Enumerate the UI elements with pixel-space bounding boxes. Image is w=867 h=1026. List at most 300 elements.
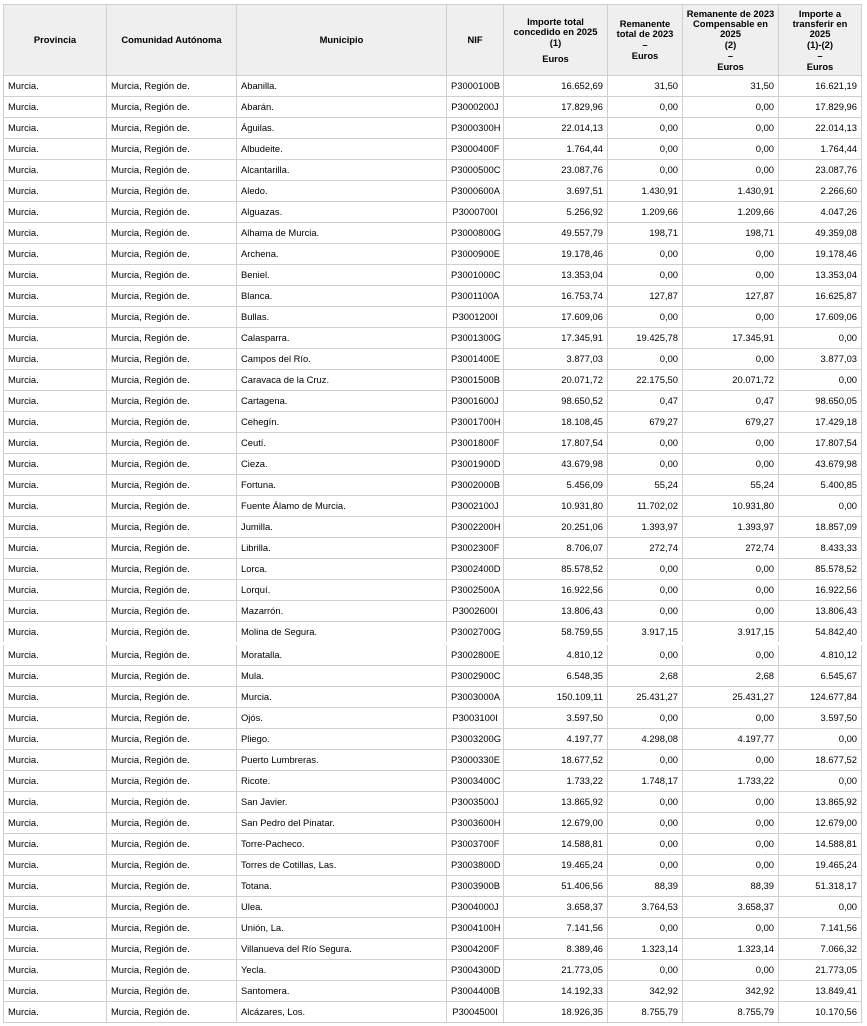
remanente-compensable-cell: 0,00 xyxy=(683,265,779,286)
table-row xyxy=(4,876,862,897)
nif-cell: P3000600A xyxy=(447,181,504,202)
remanente-compensable-cell: 0,00 xyxy=(683,792,779,813)
provincia-cell: Murcia. xyxy=(4,960,107,981)
comunidad-cell: Murcia, Región de. xyxy=(107,644,237,666)
table-row xyxy=(4,897,862,918)
nif-cell: P3001100A xyxy=(447,286,504,307)
header-remanente-compensable-title: Remanente de 2023 Compensable en 2025 xyxy=(686,7,775,39)
municipio-cell: Villanueva del Río Segura. xyxy=(237,939,447,960)
table-row xyxy=(4,855,862,876)
importe-transferir-cell: 17.609,06 xyxy=(779,307,862,328)
importe-transferir-cell: 19.178,46 xyxy=(779,244,862,265)
provincia-cell: Murcia. xyxy=(4,286,107,307)
provincia-cell: Murcia. xyxy=(4,454,107,475)
table-row xyxy=(4,391,862,412)
municipio-cell: Bullas. xyxy=(237,307,447,328)
municipio-cell: Cieza. xyxy=(237,454,447,475)
remanente-compensable-cell: 31,50 xyxy=(683,76,779,97)
comunidad-cell: Murcia, Región de. xyxy=(107,244,237,265)
importe-total-cell: 8.389,46 xyxy=(504,939,608,960)
nif-cell: P3003000A xyxy=(447,687,504,708)
remanente-total-cell: 198,71 xyxy=(608,223,683,244)
provincia-cell: Murcia. xyxy=(4,559,107,580)
comunidad-cell: Murcia, Región de. xyxy=(107,918,237,939)
table-row xyxy=(4,708,862,729)
remanente-total-cell: 0,00 xyxy=(608,433,683,454)
nif-cell: P3002700G xyxy=(447,622,504,644)
remanente-compensable-cell: 0,00 xyxy=(683,454,779,475)
table-row xyxy=(4,792,862,813)
header-importe-total-unit: Euros xyxy=(542,52,569,64)
provincia-cell: Murcia. xyxy=(4,813,107,834)
municipio-cell: Unión, La. xyxy=(237,918,447,939)
provincia-cell: Murcia. xyxy=(4,834,107,855)
comunidad-cell: Murcia, Región de. xyxy=(107,223,237,244)
municipio-cell: Mazarrón. xyxy=(237,601,447,622)
comunidad-cell: Murcia, Región de. xyxy=(107,771,237,792)
provincia-cell: Murcia. xyxy=(4,855,107,876)
remanente-total-cell: 0,00 xyxy=(608,160,683,181)
nif-cell: P3000800G xyxy=(447,223,504,244)
importe-total-cell: 5.256,92 xyxy=(504,202,608,223)
municipio-cell: Abarán. xyxy=(237,97,447,118)
nif-cell: P3000200J xyxy=(447,97,504,118)
municipio-cell: San Javier. xyxy=(237,792,447,813)
header-comunidad: Comunidad Autónoma xyxy=(107,5,237,76)
importe-transferir-cell: 13.865,92 xyxy=(779,792,862,813)
importe-total-cell: 12.679,00 xyxy=(504,813,608,834)
comunidad-cell: Murcia, Región de. xyxy=(107,981,237,1002)
municipio-cell: Lorquí. xyxy=(237,580,447,601)
importe-total-cell: 3.697,51 xyxy=(504,181,608,202)
importe-total-cell: 23.087,76 xyxy=(504,160,608,181)
remanente-compensable-cell: 1.393,97 xyxy=(683,517,779,538)
table-row xyxy=(4,244,862,265)
provincia-cell: Murcia. xyxy=(4,666,107,687)
table-row xyxy=(4,622,862,644)
table-row xyxy=(4,559,862,580)
remanente-compensable-cell: 2,68 xyxy=(683,666,779,687)
table-row xyxy=(4,76,862,97)
table-row xyxy=(4,97,862,118)
table-row xyxy=(4,834,862,855)
municipio-cell: Archena. xyxy=(237,244,447,265)
importe-transferir-cell: 3.597,50 xyxy=(779,708,862,729)
remanente-compensable-cell: 0,00 xyxy=(683,708,779,729)
importe-total-cell: 16.652,69 xyxy=(504,76,608,97)
remanente-compensable-cell: 679,27 xyxy=(683,412,779,433)
provincia-cell: Murcia. xyxy=(4,750,107,771)
nif-cell: P3000900E xyxy=(447,244,504,265)
header-remanente-total-unit: Euros xyxy=(631,50,659,61)
importe-transferir-cell: 17.807,54 xyxy=(779,433,862,454)
header-remanente-compensable-dash: – xyxy=(727,49,734,61)
municipio-cell: Aledo. xyxy=(237,181,447,202)
importe-total-cell: 18.926,35 xyxy=(504,1002,608,1023)
remanente-compensable-cell: 3.658,37 xyxy=(683,897,779,918)
remanente-compensable-cell: 0,00 xyxy=(683,139,779,160)
table-row xyxy=(4,644,862,666)
header-importe-total-ref: (1) xyxy=(549,36,562,48)
importe-transferir-cell: 12.679,00 xyxy=(779,813,862,834)
remanente-compensable-cell: 0,00 xyxy=(683,160,779,181)
comunidad-cell: Murcia, Región de. xyxy=(107,76,237,97)
importe-transferir-cell: 4.047,26 xyxy=(779,202,862,223)
remanente-total-cell: 1.430,91 xyxy=(608,181,683,202)
comunidad-cell: Murcia, Región de. xyxy=(107,666,237,687)
nif-cell: P3001600J xyxy=(447,391,504,412)
remanente-total-cell: 0,00 xyxy=(608,834,683,855)
table-row xyxy=(4,118,862,139)
municipio-cell: Beniel. xyxy=(237,265,447,286)
importe-transferir-cell: 0,00 xyxy=(779,370,862,391)
header-importe-total xyxy=(504,5,608,76)
nif-cell: P3002100J xyxy=(447,496,504,517)
provincia-cell: Murcia. xyxy=(4,76,107,97)
importe-transferir-cell: 54.842,40 xyxy=(779,622,862,644)
remanente-total-cell: 0,00 xyxy=(608,307,683,328)
provincia-cell: Murcia. xyxy=(4,580,107,601)
nif-cell: P3000300H xyxy=(447,118,504,139)
municipio-cell: Albudeite. xyxy=(237,139,447,160)
header-provincia: Provincia xyxy=(4,5,107,76)
comunidad-cell: Murcia, Región de. xyxy=(107,960,237,981)
table-header-row xyxy=(4,5,862,76)
importe-transferir-cell: 0,00 xyxy=(779,771,862,792)
remanente-total-cell: 0,00 xyxy=(608,750,683,771)
nif-cell: P3004400B xyxy=(447,981,504,1002)
municipio-cell: Alcantarilla. xyxy=(237,160,447,181)
importe-transferir-cell: 4.810,12 xyxy=(779,644,862,666)
header-importe-transferir xyxy=(779,5,862,76)
provincia-cell: Murcia. xyxy=(4,622,107,644)
nif-cell: P3001200I xyxy=(447,307,504,328)
remanente-compensable-cell: 0,00 xyxy=(683,813,779,834)
importe-transferir-cell: 49.359,08 xyxy=(779,223,862,244)
remanente-total-cell: 272,74 xyxy=(608,538,683,559)
nif-cell: P3004100H xyxy=(447,918,504,939)
remanente-total-cell: 19.425,78 xyxy=(608,328,683,349)
provincia-cell: Murcia. xyxy=(4,202,107,223)
importe-total-cell: 51.406,56 xyxy=(504,876,608,897)
header-remanente-total-dash: – xyxy=(642,39,648,50)
importe-total-cell: 10.931,80 xyxy=(504,496,608,517)
nif-cell: P3003700F xyxy=(447,834,504,855)
remanente-compensable-cell: 272,74 xyxy=(683,538,779,559)
table-row xyxy=(4,960,862,981)
comunidad-cell: Murcia, Región de. xyxy=(107,876,237,897)
remanente-total-cell: 0,47 xyxy=(608,391,683,412)
table-row xyxy=(4,687,862,708)
remanente-total-cell: 22.175,50 xyxy=(608,370,683,391)
table-row xyxy=(4,1002,862,1023)
importe-transferir-cell: 1.764,44 xyxy=(779,139,862,160)
remanente-total-cell: 3.917,15 xyxy=(608,622,683,644)
remanente-compensable-cell: 1.430,91 xyxy=(683,181,779,202)
table-row xyxy=(4,433,862,454)
provincia-cell: Murcia. xyxy=(4,771,107,792)
remanente-compensable-cell: 8.755,79 xyxy=(683,1002,779,1023)
nif-cell: P3002000B xyxy=(447,475,504,496)
provincia-cell: Murcia. xyxy=(4,792,107,813)
nif-cell: P3004500I xyxy=(447,1002,504,1023)
nif-cell: P3003900B xyxy=(447,876,504,897)
remanente-compensable-cell: 0,00 xyxy=(683,580,779,601)
table-row xyxy=(4,223,862,244)
comunidad-cell: Murcia, Región de. xyxy=(107,939,237,960)
importe-transferir-cell: 7.066,32 xyxy=(779,939,862,960)
table-row xyxy=(4,496,862,517)
provincia-cell: Murcia. xyxy=(4,160,107,181)
nif-cell: P3001300G xyxy=(447,328,504,349)
nif-cell: P3000330E xyxy=(447,750,504,771)
comunidad-cell: Murcia, Región de. xyxy=(107,622,237,644)
comunidad-cell: Murcia, Región de. xyxy=(107,370,237,391)
municipio-cell: Calasparra. xyxy=(237,328,447,349)
provincia-cell: Murcia. xyxy=(4,349,107,370)
importe-transferir-cell: 18.677,52 xyxy=(779,750,862,771)
remanente-total-cell: 0,00 xyxy=(608,244,683,265)
comunidad-cell: Murcia, Región de. xyxy=(107,265,237,286)
remanente-total-cell: 127,87 xyxy=(608,286,683,307)
subsidy-table-container xyxy=(3,4,862,1023)
table-row xyxy=(4,370,862,391)
comunidad-cell: Murcia, Región de. xyxy=(107,160,237,181)
municipio-cell: Jumilla. xyxy=(237,517,447,538)
table-row xyxy=(4,939,862,960)
remanente-total-cell: 0,00 xyxy=(608,139,683,160)
municipio-cell: Mula. xyxy=(237,666,447,687)
municipio-cell: Fortuna. xyxy=(237,475,447,496)
table-row xyxy=(4,265,862,286)
remanente-compensable-cell: 0,00 xyxy=(683,244,779,265)
header-remanente-compensable-ref: (2) xyxy=(724,38,737,50)
comunidad-cell: Murcia, Región de. xyxy=(107,433,237,454)
nif-cell: P3002400D xyxy=(447,559,504,580)
importe-transferir-cell: 16.922,56 xyxy=(779,580,862,601)
remanente-total-cell: 0,00 xyxy=(608,918,683,939)
provincia-cell: Murcia. xyxy=(4,391,107,412)
importe-transferir-cell: 85.578,52 xyxy=(779,559,862,580)
remanente-total-cell: 25.431,27 xyxy=(608,687,683,708)
comunidad-cell: Murcia, Región de. xyxy=(107,391,237,412)
comunidad-cell: Murcia, Región de. xyxy=(107,496,237,517)
municipio-cell: Pliego. xyxy=(237,729,447,750)
provincia-cell: Murcia. xyxy=(4,475,107,496)
remanente-total-cell: 3.764,53 xyxy=(608,897,683,918)
nif-cell: P3004000J xyxy=(447,897,504,918)
nif-cell: P3001800F xyxy=(447,433,504,454)
importe-total-cell: 5.456,09 xyxy=(504,475,608,496)
table-row xyxy=(4,813,862,834)
remanente-total-cell: 31,50 xyxy=(608,76,683,97)
importe-transferir-cell: 16.625,87 xyxy=(779,286,862,307)
municipio-cell: Lorca. xyxy=(237,559,447,580)
remanente-total-cell: 0,00 xyxy=(608,118,683,139)
importe-total-cell: 18.677,52 xyxy=(504,750,608,771)
provincia-cell: Murcia. xyxy=(4,223,107,244)
remanente-total-cell: 1.209,66 xyxy=(608,202,683,223)
remanente-total-cell: 0,00 xyxy=(608,454,683,475)
nif-cell: P3000400F xyxy=(447,139,504,160)
remanente-total-cell: 0,00 xyxy=(608,708,683,729)
municipio-cell: Moratalla. xyxy=(237,644,447,666)
remanente-total-cell: 0,00 xyxy=(608,559,683,580)
importe-total-cell: 19.465,24 xyxy=(504,855,608,876)
provincia-cell: Murcia. xyxy=(4,97,107,118)
municipio-cell: Murcia. xyxy=(237,687,447,708)
importe-transferir-cell: 0,00 xyxy=(779,496,862,517)
remanente-compensable-cell: 0,00 xyxy=(683,97,779,118)
remanente-compensable-cell: 198,71 xyxy=(683,223,779,244)
remanente-compensable-cell: 0,00 xyxy=(683,433,779,454)
importe-total-cell: 3.877,03 xyxy=(504,349,608,370)
remanente-total-cell: 0,00 xyxy=(608,813,683,834)
table-row xyxy=(4,517,862,538)
importe-total-cell: 58.759,55 xyxy=(504,622,608,644)
nif-cell: P3003600H xyxy=(447,813,504,834)
nif-cell: P3000100B xyxy=(447,76,504,97)
importe-transferir-cell: 10.170,56 xyxy=(779,1002,862,1023)
importe-transferir-cell: 17.429,18 xyxy=(779,412,862,433)
nif-cell: P3003400C xyxy=(447,771,504,792)
importe-total-cell: 8.706,07 xyxy=(504,538,608,559)
remanente-compensable-cell: 1.209,66 xyxy=(683,202,779,223)
header-remanente-compensable xyxy=(683,5,779,76)
header-importe-transferir-ref: (1)-(2) xyxy=(806,38,834,50)
municipio-cell: Caravaca de la Cruz. xyxy=(237,370,447,391)
remanente-total-cell: 55,24 xyxy=(608,475,683,496)
remanente-compensable-cell: 0,00 xyxy=(683,644,779,666)
importe-transferir-cell: 2.266,60 xyxy=(779,181,862,202)
nif-cell: P3001500B xyxy=(447,370,504,391)
remanente-compensable-cell: 0,00 xyxy=(683,559,779,580)
remanente-total-cell: 0,00 xyxy=(608,792,683,813)
table-row xyxy=(4,349,862,370)
importe-total-cell: 4.810,12 xyxy=(504,644,608,666)
table-row xyxy=(4,412,862,433)
provincia-cell: Murcia. xyxy=(4,644,107,666)
importe-total-cell: 16.753,74 xyxy=(504,286,608,307)
municipio-cell: Librilla. xyxy=(237,538,447,559)
comunidad-cell: Murcia, Región de. xyxy=(107,750,237,771)
remanente-total-cell: 88,39 xyxy=(608,876,683,897)
comunidad-cell: Murcia, Región de. xyxy=(107,97,237,118)
provincia-cell: Murcia. xyxy=(4,307,107,328)
table-row xyxy=(4,580,862,601)
municipio-cell: Águilas. xyxy=(237,118,447,139)
remanente-total-cell: 0,00 xyxy=(608,644,683,666)
remanente-total-cell: 0,00 xyxy=(608,97,683,118)
remanente-total-cell: 0,00 xyxy=(608,265,683,286)
comunidad-cell: Murcia, Región de. xyxy=(107,307,237,328)
table-row xyxy=(4,601,862,622)
importe-transferir-cell: 13.806,43 xyxy=(779,601,862,622)
municipio-cell: Campos del Río. xyxy=(237,349,447,370)
importe-total-cell: 4.197,77 xyxy=(504,729,608,750)
importe-total-cell: 20.251,06 xyxy=(504,517,608,538)
importe-transferir-cell: 0,00 xyxy=(779,729,862,750)
remanente-compensable-cell: 25.431,27 xyxy=(683,687,779,708)
importe-total-cell: 14.588,81 xyxy=(504,834,608,855)
comunidad-cell: Murcia, Región de. xyxy=(107,286,237,307)
header-importe-transferir-title: Importe a transferir en 2025 xyxy=(792,7,848,39)
comunidad-cell: Murcia, Región de. xyxy=(107,708,237,729)
remanente-total-cell: 0,00 xyxy=(608,855,683,876)
importe-transferir-cell: 22.014,13 xyxy=(779,118,862,139)
comunidad-cell: Murcia, Región de. xyxy=(107,202,237,223)
table-row xyxy=(4,139,862,160)
remanente-compensable-cell: 0,00 xyxy=(683,118,779,139)
comunidad-cell: Murcia, Región de. xyxy=(107,687,237,708)
table-row xyxy=(4,181,862,202)
remanente-total-cell: 8.755,79 xyxy=(608,1002,683,1023)
table-row xyxy=(4,475,862,496)
nif-cell: P3000700I xyxy=(447,202,504,223)
provincia-cell: Murcia. xyxy=(4,939,107,960)
importe-total-cell: 21.773,05 xyxy=(504,960,608,981)
importe-transferir-cell: 51.318,17 xyxy=(779,876,862,897)
comunidad-cell: Murcia, Región de. xyxy=(107,181,237,202)
importe-total-cell: 18.108,45 xyxy=(504,412,608,433)
importe-total-cell: 13.865,92 xyxy=(504,792,608,813)
comunidad-cell: Murcia, Región de. xyxy=(107,897,237,918)
importe-transferir-cell: 21.773,05 xyxy=(779,960,862,981)
provincia-cell: Murcia. xyxy=(4,687,107,708)
nif-cell: P3002500A xyxy=(447,580,504,601)
provincia-cell: Murcia. xyxy=(4,1002,107,1023)
remanente-compensable-cell: 0,00 xyxy=(683,307,779,328)
importe-total-cell: 13.353,04 xyxy=(504,265,608,286)
remanente-total-cell: 2,68 xyxy=(608,666,683,687)
comunidad-cell: Murcia, Región de. xyxy=(107,1002,237,1023)
provincia-cell: Murcia. xyxy=(4,265,107,286)
comunidad-cell: Murcia, Región de. xyxy=(107,475,237,496)
nif-cell: P3000500C xyxy=(447,160,504,181)
remanente-total-cell: 1.323,14 xyxy=(608,939,683,960)
importe-total-cell: 3.597,50 xyxy=(504,708,608,729)
importe-transferir-cell: 5.400,85 xyxy=(779,475,862,496)
nif-cell: P3003100I xyxy=(447,708,504,729)
provincia-cell: Murcia. xyxy=(4,370,107,391)
comunidad-cell: Murcia, Región de. xyxy=(107,813,237,834)
municipio-cell: Torres de Cotillas, Las. xyxy=(237,855,447,876)
importe-total-cell: 20.071,72 xyxy=(504,370,608,391)
header-remanente-total-title: Remanente total de 2023 xyxy=(616,18,674,39)
remanente-compensable-cell: 88,39 xyxy=(683,876,779,897)
municipio-cell: Cartagena. xyxy=(237,391,447,412)
importe-total-cell: 6.548,35 xyxy=(504,666,608,687)
municipio-cell: Ulea. xyxy=(237,897,447,918)
importe-transferir-cell: 3.877,03 xyxy=(779,349,862,370)
nif-cell: P3003200G xyxy=(447,729,504,750)
provincia-cell: Murcia. xyxy=(4,981,107,1002)
importe-transferir-cell: 14.588,81 xyxy=(779,834,862,855)
provincia-cell: Murcia. xyxy=(4,517,107,538)
importe-total-cell: 7.141,56 xyxy=(504,918,608,939)
nif-cell: P3002800E xyxy=(447,644,504,666)
importe-total-cell: 13.806,43 xyxy=(504,601,608,622)
table-row xyxy=(4,160,862,181)
header-municipio: Municipio xyxy=(237,5,447,76)
importe-total-cell: 17.829,96 xyxy=(504,97,608,118)
importe-total-cell: 16.922,56 xyxy=(504,580,608,601)
provincia-cell: Murcia. xyxy=(4,876,107,897)
municipio-cell: Fuente Álamo de Murcia. xyxy=(237,496,447,517)
nif-cell: P3004300D xyxy=(447,960,504,981)
provincia-cell: Murcia. xyxy=(4,328,107,349)
importe-transferir-cell: 19.465,24 xyxy=(779,855,862,876)
